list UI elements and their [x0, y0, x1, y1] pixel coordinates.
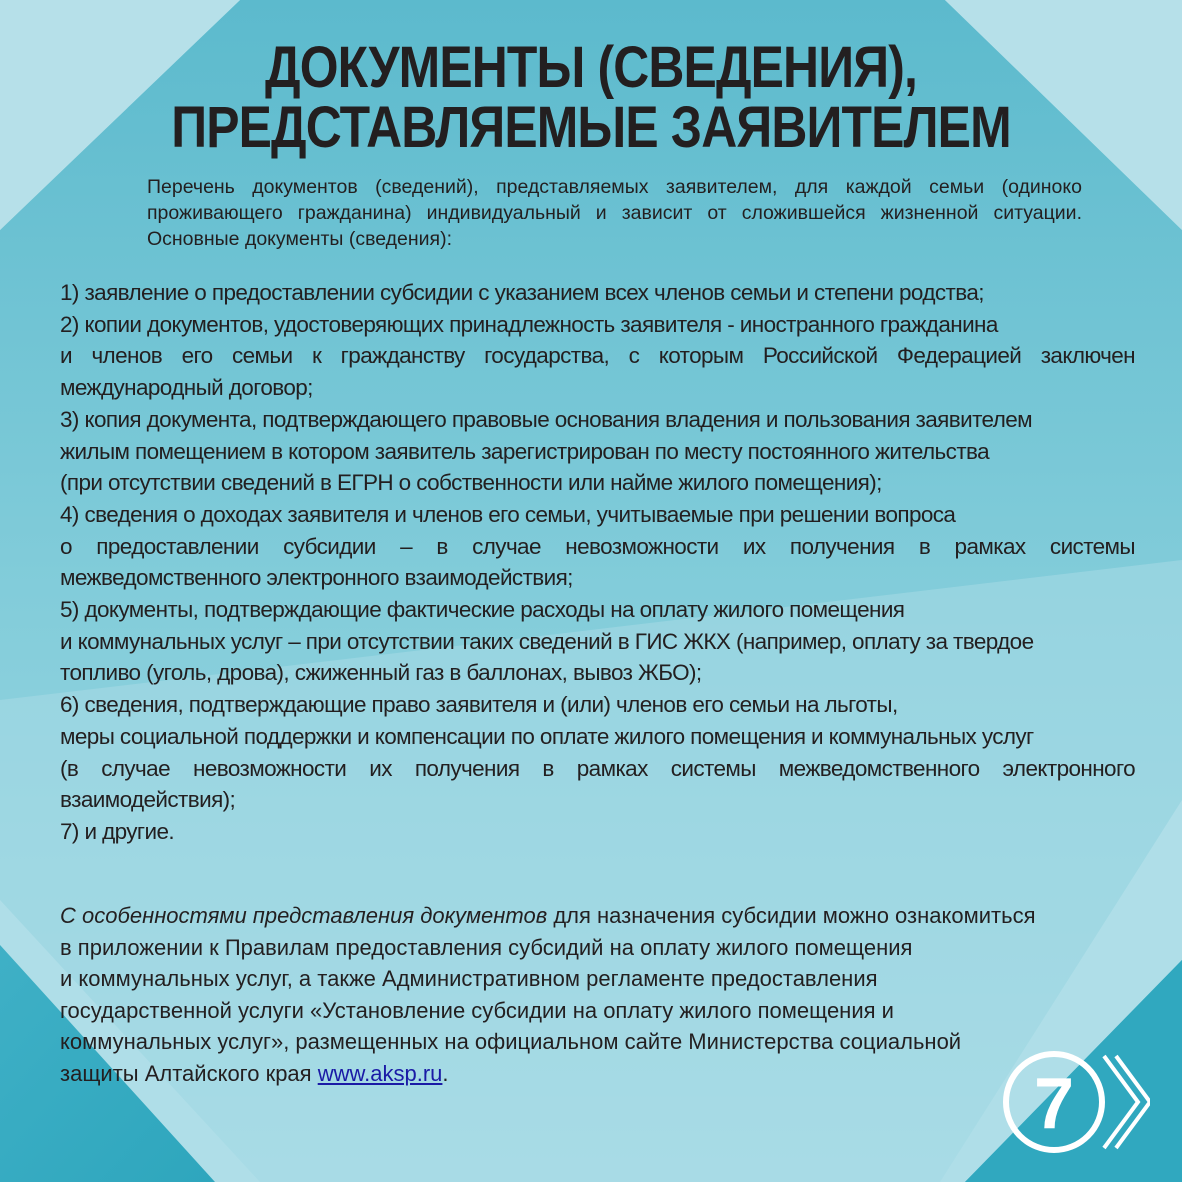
list-item-line: 3) копия документа, подтверждающего правовые основания владения и пользования заявителем [60, 406, 1033, 432]
footer-italic-lead: С особенностями представления документов [60, 903, 548, 928]
badge-number: 7 [1033, 1064, 1075, 1144]
list-item-line: 6) сведения, подтверждающие право заявителя и (или) членов его семьи на льготы, [60, 692, 898, 718]
list-item [60, 499, 1135, 594]
documents-list [60, 277, 1135, 848]
list-item-line: и коммунальных услуг – при отсутствии таких сведений в ГИС ЖКХ (например, оплату за твердое [60, 628, 1034, 654]
footer-line-2: в приложении к Правилам предоставления субсидий на оплату жилого помещения [60, 934, 913, 960]
list-item-line: топливо (уголь, дрова), сжиженный газ в баллонах, вывоз ЖБО); [60, 660, 702, 686]
title-line-1: ДОКУМЕНТЫ (СВЕДЕНИЯ), [265, 35, 917, 100]
list-item-line: (при отсутствии сведений в ЕГРН о собственности или найме жилого помещения); [60, 470, 882, 496]
list-item-line: 7) и другие. [60, 818, 175, 844]
circled-number-with-chevrons-icon [1006, 1054, 1150, 1150]
list-item [60, 689, 1135, 816]
title-line-2: ПРЕДСТАВЛЯЕМЫЕ ЗАЯВИТЕЛЕМ [171, 95, 1011, 160]
list-item [60, 309, 1135, 404]
page-number-badge [1000, 1048, 1150, 1156]
list-item-line: 1) заявление о предоставлении субсидии с указанием всех членов семьи и степени родства; [60, 280, 984, 305]
list-item-line: жилым помещением в котором заявитель зарегистрирован по месту постоянного жительства [60, 438, 990, 464]
list-item-line: международный договор; [60, 375, 313, 401]
list-item-line: межведомственного электронного взаимодействия; [60, 565, 573, 591]
intro-line-3: Основные документы (сведения): [147, 228, 452, 250]
list-item [60, 816, 1135, 848]
list-item [60, 404, 1135, 499]
footer-line-5: коммунальных услуг», размещенных на официальном сайте Министерства социальной [60, 1029, 962, 1054]
footer-line-1-rest: для назначения субсидии можно ознакомиться [547, 903, 1036, 928]
intro-line-2: проживающего гражданина) индивидуальный и зависит от сложившейся жизненной ситуации. [147, 202, 1082, 224]
page-title [83, 35, 1100, 160]
footer-note [60, 900, 1130, 1089]
list-item-line: 5) документы, подтверждающие фактические расходы на оплату жилого помещения [60, 597, 905, 623]
footer-line-6-prefix: защиты Алтайского края [60, 1060, 318, 1086]
footer-line-6 [60, 1058, 1130, 1090]
list-item-line: меры социальной поддержки и компенсации по оплате жилого помещения и коммунальных услуг [60, 723, 1034, 749]
footer-line-1 [60, 900, 1130, 932]
list-item-line: 2) копии документов, удостоверяющих принадлежность заявителя - иностранного гражданина [60, 311, 998, 337]
footer-line-6-suffix: . [442, 1060, 449, 1086]
intro-line-1: Перечень документов (сведений), представляемых заявителем, для каждой семьи (одиноко [147, 176, 1082, 198]
list-item [60, 594, 1135, 689]
list-item-line: и членов его семьи к гражданству государства, с которым Российской Федерацией заключен [60, 343, 1135, 369]
list-item-line: взаимодействия); [60, 787, 236, 813]
list-item-line: о предоставлении субсидии – в случае невозможности их получения в рамках системы [60, 533, 1135, 559]
footer-line-3: и коммунальных услуг, а также Административном регламенте предоставления [60, 966, 878, 991]
footer-line-4: государственной услуги «Установление субсидии на оплату жилого помещения и [60, 997, 894, 1023]
aksp-website-link[interactable]: www.aksp.ru [317, 1060, 443, 1086]
list-item-line: 4) сведения о доходах заявителя и членов его семьи, учитываемые при решении вопроса [60, 501, 956, 527]
list-item [60, 277, 1135, 309]
intro-paragraph [147, 174, 1082, 252]
list-item-line: (в случае невозможности их получения в рамках системы межведомственного электронного [60, 755, 1135, 781]
